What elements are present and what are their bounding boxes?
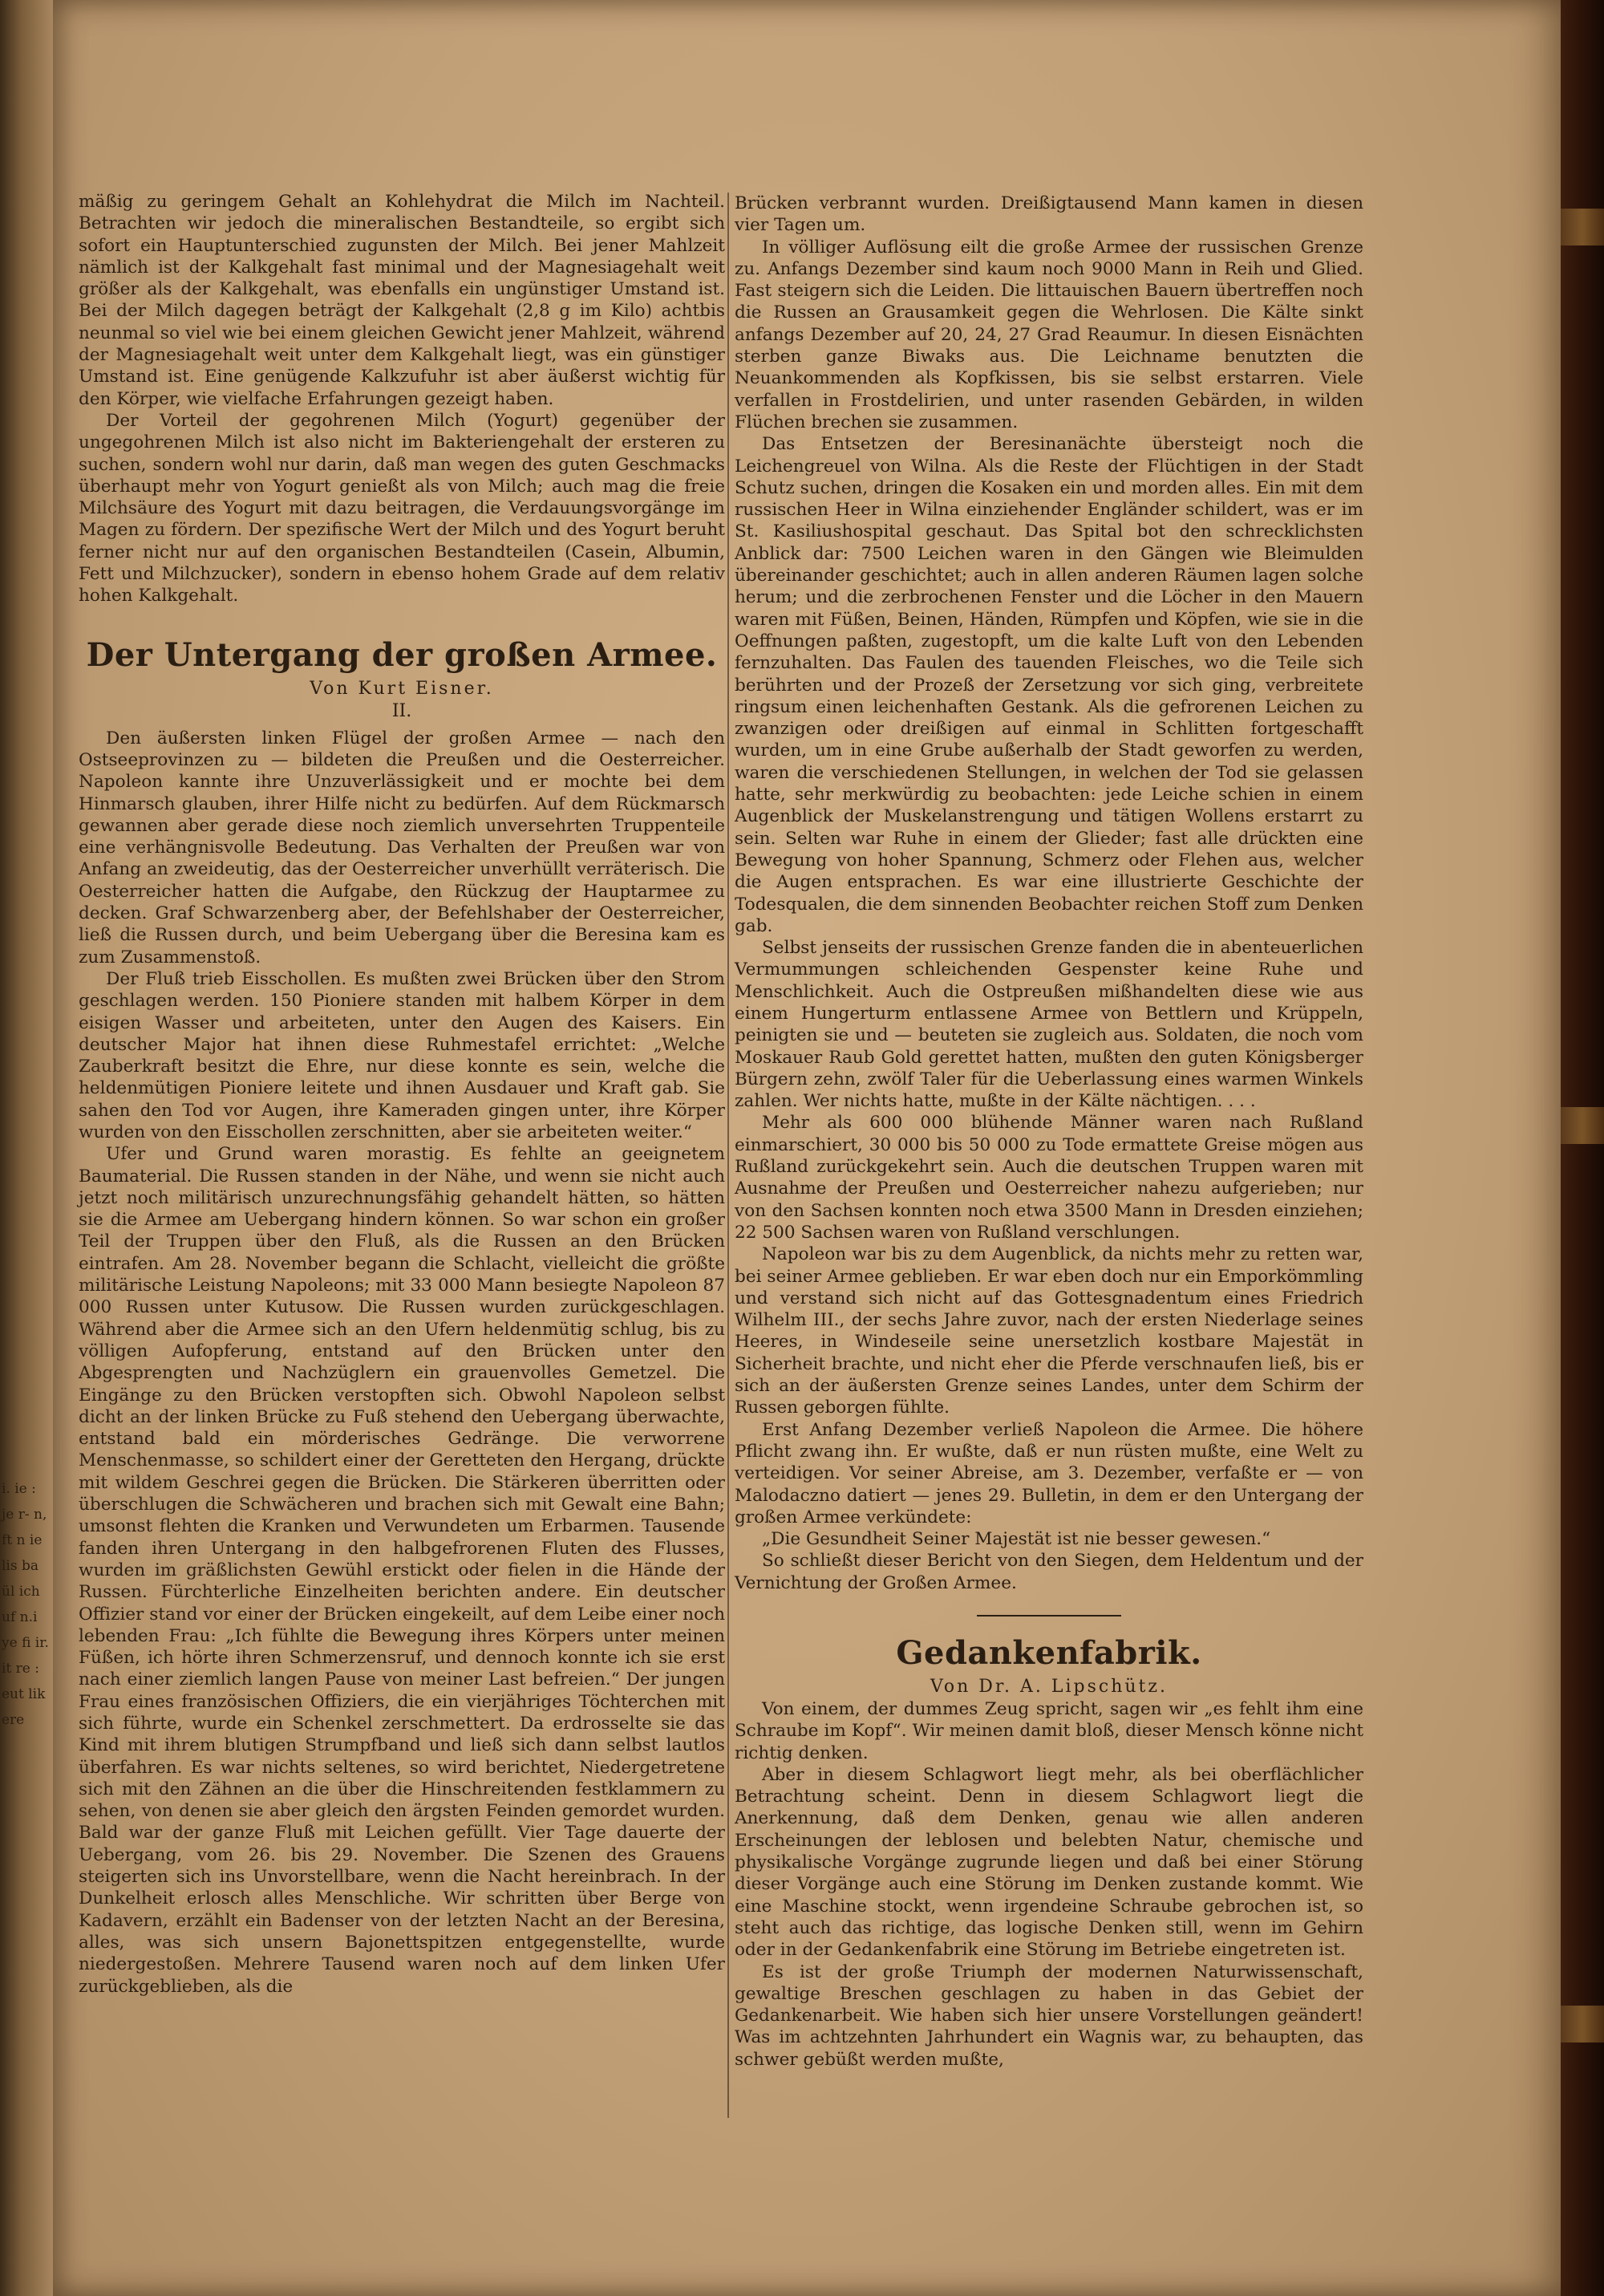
column-divider [727, 193, 729, 2118]
article-paragraph: In völliger Auflösung eilt die große Armee der russischen Grenze zu. Anfangs Dezember sind kaum noch 9000 Mann in Reih und Glied. Fast steigern sich die Leiden. Die littauischen Bauern übertreffen noch die Russen an Grausamkeit gegen die Wehrlosen. Die Kälte sinkt anfangs Dezember auf 20, 24, 27 Grad Reaumur. In diesen Eisnächten sterben ganze Biwaks aus. Die Leichname benutzten die Neuankommenden als Kopfkissen, bis sie selbst erstarren. Viele verfallen in Frostdelirien, und unter rasenden Gebärden, in wilden Flüchen brechen sie zusammen. [735, 237, 1363, 432]
article-byline: Von Dr. A. Lipschütz. [930, 1677, 1168, 1697]
article-paragraph: Es ist der große Triumph der modernen Naturwissenschaft, gewaltige Breschen geschlagen zu haben in das Gebiet der Gedankenarbeit. Wie haben sich hier unsere Vorstellungen geändert! Was im achtzehnten Jahrhundert ein Wagnis war, zu behaupten, das schwer gebüßt werden mußte, [735, 1961, 1363, 2070]
article-paragraph: Ufer und Grund waren morastig. Es fehlte an geeignetem Baumaterial. Die Russen standen in der Nähe, und wenn sie nicht auch jetzt noch militärisch unzurechnungsfähig gehandelt hätten, so hätten sie die Armee am Uebergang hindern können. So war schon ein großer Teil der Truppen über den Fluß, als die Russen an den Brücken eintrafen. Am 28. November begann die Schlacht, vielleicht die größte militärische Leistung Napoleons; mit 33 000 Mann besiegte Napoleon 87 000 Russen unter Kutusow. Die Russen wurden zurückgeschlagen. Während aber die Armee sich an den Ufern heldenmütig schlug, bis zu völligen Aufopferung, entstand auf den Brücken unter den Abgesprengten und Nachzüglern ein grauenvolles Gemetzel. Die Eingänge zu den Brücken verstopften sich. Obwohl Napoleon selbst dicht an der linken Brücke zu Fuß stehend den Uebergang überwachte, entstand bald ein mörderisches Gedränge. Die verworrene Menschenmasse, so schildert einer der Geretteten den Hergang, drückte mit wildem Geschrei gegen die Brücken. Die Stärkeren überritten oder überschlugen die Schwächeren und brachen sich mit Gewalt eine Bahn; umsonst flehten die Kranken und Verwundeten um Erbarmen. Tausende fanden ihren Untergang in den halbgefrorenen Fluten des Flusses, wurden im gräßlichsten Gewühl erstickt oder fielen in die Hände der Russen. Fürchterliche Einzelheiten berichten andere. Ein deutscher Offizier stand vor einer der Brücken eingekeilt, auf dem Leibe einer noch lebenden Frau: „Ich fühlte die Bewegung ihres Körpers unter meinen Füßen, ich hörte ihren Schmerzensruf, und dennoch konnte ich sie erst nach einer ziemlich langen Pause von meiner Last befreien.“ Der jungen Frau eines französischen Offiziers, die ein vierjähriges Töchterchen mit sich führte, wurde ein Schenkel zerschmettert. Da erdrosselte sie das Kind mit ihrem blutigen Strumpfband und ließ sich dann selbst lautlos überfahren. Es war nichts seltenes, so wird berichtet, Niedergetretene sich mit den Zähnen an die über die Hinschreitenden festklammern zu sehen, von denen sie aber gleich den ärgsten Feinden gemordet wurden. Bald war der ganze Fluß mit Leichen gefüllt. Vier Tage dauerte der Uebergang, vom 26. bis 29. November. Die Szenen des Grauens steigerten sich ins Unvorstellbare, wenn die Nacht hereinbrach. In der Dunkelheit erlosch alles Menschliche. Wir schritten über Berge von Kadavern, erzählt ein Badenser von der letzten Nacht an der Beresina, alles, was sich unsern Bajonettspitzen entgegenstellte, wurde niedergestoßen. Mehrere Tausend waren noch auf dem linken Ufer zurückgeblieben, als die [79, 1144, 725, 1997]
intro-paragraph: mäßig zu geringem Gehalt an Kohlehydrat die Milch im Nachteil. Betrachten wir jedoch die mineralischen Bestandteile, so ergibt sich sofort ein Hauptunterschied zugunsten der Milch. Bei jener Mahlzeit nämlich ist der Kalkgehalt fast minimal und der Magnesiagehalt weit größer als der Kalkgehalt, was ebenfalls ein ungünstiger Umstand ist. Bei der Milch dagegen beträgt der Kalkgehalt (2,8 g im Kilo) achtbis neunmal so viel wie bei einem gleichen Gewicht jener Mahlzeit, während der Magnesiagehalt weit unter dem Kalkgehalt liegt, was ein günstiger Umstand ist. Eine genügende Kalkzufuhr ist aber äußerst wichtig für den Körper, wie vielfache Erfahrungen gezeigt haben. [79, 192, 725, 409]
article-title: Der Untergang der großen Armee. [86, 635, 718, 674]
article-paragraph: Das Entsetzen der Beresinanächte übersteigt noch die Leichengreuel von Wilna. Als die Reste der Flüchtigen in der Stadt Schutz suchen, dringen die Kosaken ein und morden alles. Ein mit dem russischen Heer in Wilna einziehender Engländer schildert, was er im St. Kasiliushospital geschaut. Das Spital bot den schrecklichsten Anblick dar: 7500 Leichen waren in den Gängen wie Bleimulden übereinander geschichtet; auch in allen anderen Räumen lagen solche herum; und die zerbrochenen Fenster und die Löcher in den Mauern waren mit Füßen, Beinen, Händen, Rümpfen und Köpfen, wie sie in die Oeffnungen paßten, zugestopft, um die kalte Luft von den Lebenden fernzuhalten. Das Faulen des tauenden Fleisches, wo die Teile sich berührten und der Prozeß der Zersetzung vor sich ging, verbreitete ringsum einen leichenhaften Gestank. Als die gefrorenen Leichen zu zwanzigen oder dreißigen auf einmal in Schlitten fortgeschafft wurden, um in eine Grube außerhalb der Stadt geworfen zu werden, waren die verschiedenen Stellungen, in welchen der Tod sie gelassen hatte, sehr merkwürdig zu beobachten: jede Leiche schien in einem Augenblick der Muskelanstrengung und tätigen Wollens erstarrt zu sein. Selten war Ruhe in einem der Glieder; fast alle drückten eine Bewegung von hoher Spannung, Schmerz oder Flehen aus, welcher die Augen entsprachen. Es war eine illustrierte Geschichte der Todesqualen, die dem sinnenden Beobachter reichen Stoff zum Denken gab. [735, 434, 1363, 936]
intro-paragraph: Der Vorteil der gegohrenen Milch (Yogurt) gegenüber der ungegohrenen Milch ist also nicht im Bakteriengehalt der ersteren zu suchen, sondern wohl nur darin, daß man wegen des guten Geschmacks überhaupt mehr von Yogurt genießt als von Milch; auch mag die freie Milchsäure des Yogurt mit dazu beitragen, die Verdauungsvorgänge im Magen zu fördern. Der spezifische Wert der Milch und des Yogurt beruht ferner nicht nur auf den organischen Bestandteilen (Casein, Albumin, Fett und Milchzucker), sondern in ebenso hohem Grade auf dem relativ hohen Kalkgehalt. [79, 410, 725, 606]
article-part-number: II. [391, 700, 412, 721]
bulletin-quote: „Die Gesundheit Seiner Majestät ist nie besser gewesen.“ [762, 1529, 1271, 1550]
article-paragraph: Aber in diesem Schlagwort liegt mehr, als bei oberflächlicher Betrachtung scheint. Denn in diesem Schlagwort liegt die Anerkennung, daß dem Denken, genau wie allen anderen Erscheinungen der leblosen und belebten Natur, chemische und physikalische Vorgänge zugrunde liegen und daß bei einer Störung dieser Vorgänge auch eine Störung im Denken zustande kommt. Wie eine Maschine stockt, wenn irgendeine Schraube gebrochen ist, so steht auch das richtige, das logische Denken still, wenn im Gehirn oder in der Gedankenfabrik eine Störung im Betriebe eingetreten ist. [735, 1764, 1363, 1961]
article-title: Gedankenfabrik. [896, 1634, 1202, 1672]
article-paragraph: Von einem, der dummes Zeug spricht, sagen wir „es fehlt ihm eine Schraube im Kopf“. Wir meinen damit bloß, dieser Mensch könne nicht richtig denken. [735, 1699, 1363, 1763]
previous-page-fragments: i. ie : je r- n, ft n ie lis ba ül ich uf n.i ye fi ir. it re : eut lik ere [2, 1481, 49, 1728]
book-binding [1561, 0, 1604, 2296]
article-paragraph: Den äußersten linken Flügel der großen Armee — nach den Ostseeprovinzen zu — bildeten die Preußen und die Oesterreicher. Napoleon kannte ihre Unzuverlässigkeit und er mochte bei dem Hinmarsch glauben, ihrer Hilfe nicht zu bedürfen. Auf dem Rückmarsch gewannen aber gerade diese noch ziemlich unversehrten Truppenteile eine verhängnisvolle Bedeutung. Das Verhalten der Preußen war von Anfang an zweideutig, das der Oesterreicher unverhüllt verräterisch. Die Oesterreicher hatten die Aufgabe, den Rückzug der Hauptarmee zu decken. Graf Schwarzenberg aber, der Befehlshaber der Oesterreicher, ließ die Russen durch, und beim Uebergang über die Beresina kam es zum Zusammenstoß. [79, 728, 725, 967]
article-paragraph: So schließt dieser Bericht von den Siegen, dem Heldentum und der Vernichtung der Großen Armee. [735, 1551, 1363, 1593]
right-column [735, 193, 1363, 2071]
binding-band [1561, 209, 1604, 245]
article-paragraph: Selbst jenseits der russischen Grenze fanden die in abenteuerlichen Vermummungen schleichenden Gespenster keine Ruhe und Menschlichkeit. Auch die Ostpreußen mißhandelten diese wie aus einem Hungerturm entlassene Armee von Bettlern und Krüppeln, peinigten sie und — beuteten sie zugleich aus. Soldaten, die noch vom Moskauer Raub Gold gerettet hatten, mußten den guten Königsberger Bürgern zehn, zwölf Taler für die Ueberlassung eines warmen Winkels zahlen. Wer nichts hatte, mußte in der Kälte nächtigen. . . . [735, 938, 1363, 1112]
article-paragraph: Mehr als 600 000 blühende Männer waren nach Rußland einmarschiert, 30 000 bis 50 000 zu Tode ermattete Greise mögen aus Rußland zurückgekehrt sein. Auch die deutschen Truppen waren mit Ausnahme der Preußen und Oesterreicher nahezu aufgerieben; nur von den Sachsen konnten noch etwa 3500 Mann in Dresden einziehen; 22 500 Sachsen waren von Rußland verschlungen. [735, 1113, 1363, 1243]
article-paragraph: Erst Anfang Dezember verließ Napoleon die Armee. Die höhere Pflicht zwang ihn. Er wußte, daß er nun rüsten mußte, eine Welt zu verteidigen. Vor seiner Abreise, am 3. Dezember, verfaßte er — von Malodaczno datiert — jenes 29. Bulletin, in dem er den Untergang der großen Armee verkündete: [735, 1419, 1363, 1527]
previous-page-edge [0, 0, 53, 2296]
binding-band [1561, 2006, 1604, 2042]
article-paragraph: Der Fluß trieb Eisschollen. Es mußten zwei Brücken über den Strom geschlagen werden. 150 Pioniere standen mit halbem Körper in dem eisigen Wasser und arbeiteten, unter den Augen des Kaisers. Ein deutscher Major hat ihnen diese Ruhmestafel errichtet: „Welche Zauberkraft besitzt die Ehre, nur diese konnte es sein, welche die heldenmütigen Pioniere leitete und ihnen Ausdauer und Kraft gab. Sie sahen den Tod vor Augen, ihre Kameraden gingen unter, ihre Körper wurden von den Eisschollen zerschnitten, aber sie arbeiteten weiter.“ [79, 968, 725, 1142]
left-column [79, 191, 725, 1998]
section-rule [977, 1615, 1121, 1617]
article-paragraph: Napoleon war bis zu dem Augenblick, da nichts mehr zu retten war, bei seiner Armee geblieben. Er war eben doch nur ein Emporkömmling und verstand sich nicht auf das Gottesgnadentum eines Friedrich Wilhelm III., der sechs Jahre zuvor, nach der ersten Niederlage seines Heeres, in Windeseile seine unersetzlich kostbare Majestät in Sicherheit brachte, und nicht eher die Pferde verschnaufen ließ, bis er sich an der äußersten Grenze seines Landes, unter dem Schirm der Russen geborgen fühlte. [735, 1244, 1363, 1418]
article-paragraph: Brücken verbrannt wurden. Dreißigtausend Mann kamen in diesen vier Tagen um. [735, 193, 1363, 236]
article-byline: Von Kurt Eisner. [310, 678, 494, 699]
binding-band [1561, 1107, 1604, 1144]
